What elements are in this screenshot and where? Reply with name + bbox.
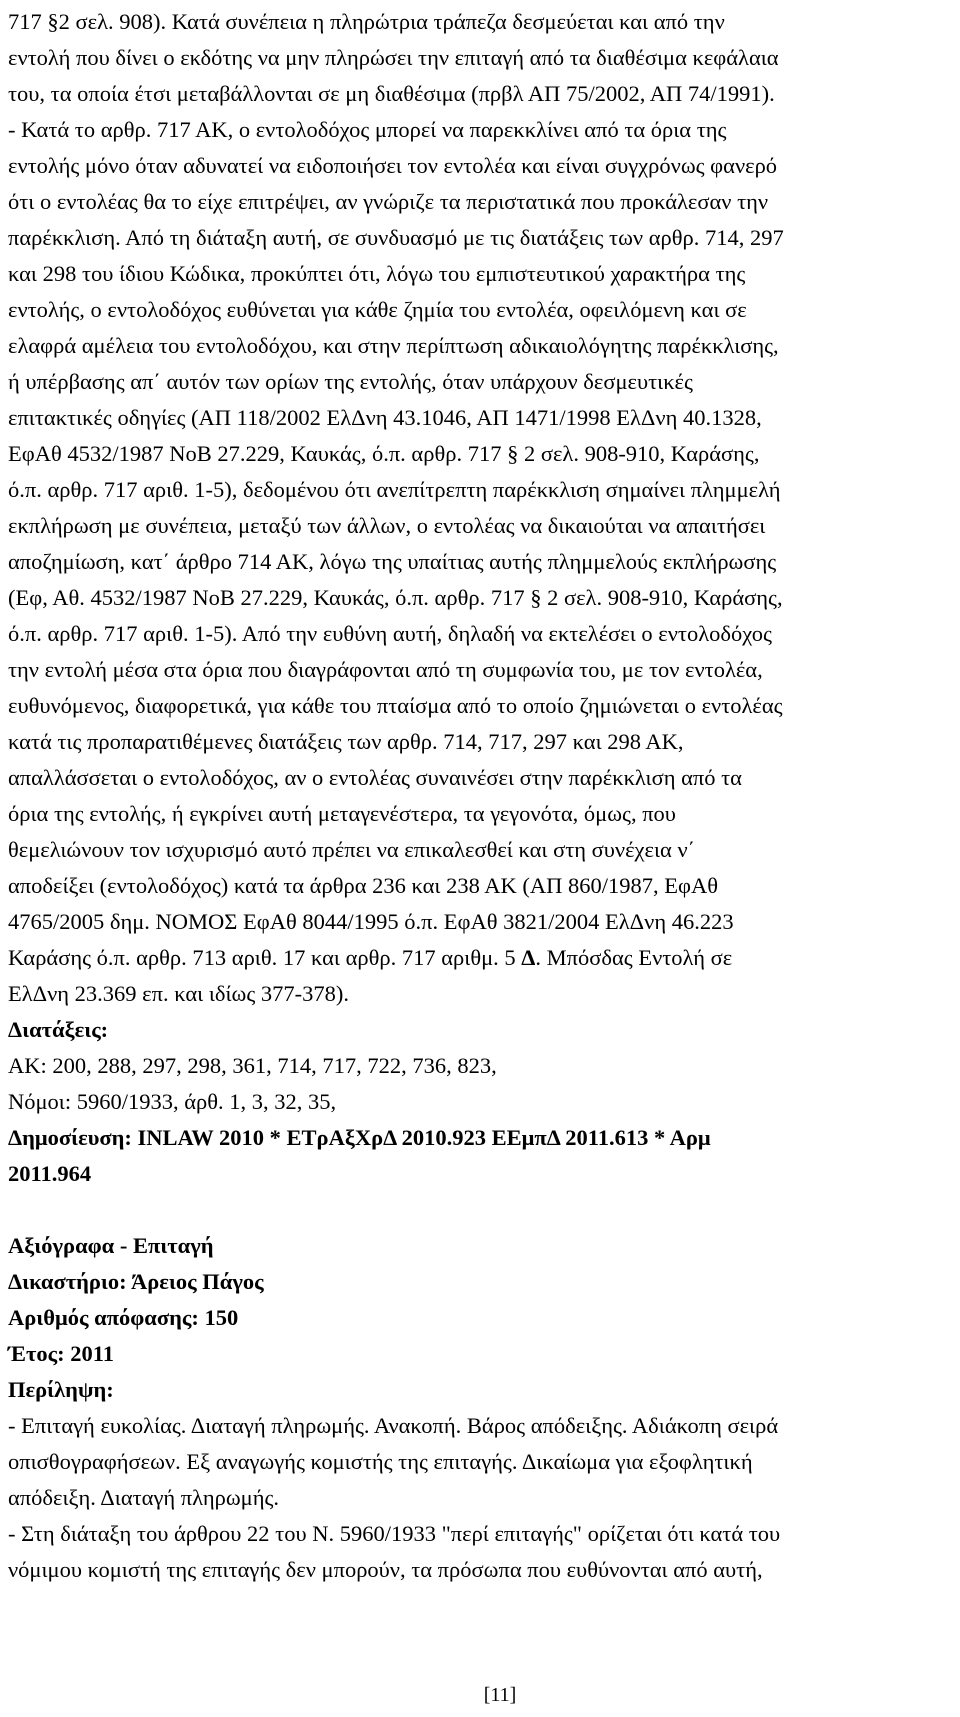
text-line: θεμελιώνουν τον ισχυρισμό αυτό πρέπει να επικαλεσθεί και στη συνέχεια ν΄ [8, 837, 696, 862]
text-line: ελαφρά αμέλεια του εντολοδόχου, και στην περίπτωση αδικαιολόγητης παρέκκλισης, [8, 333, 779, 358]
paragraph-intro [8, 4, 940, 112]
text-line: εντολή που δίνει ο εκδότης να μην πληρώσει την επιταγή από τα διαθέσιμα κεφάλαια [8, 45, 779, 70]
text-line: ό.π. αρθρ. 717 αριθ. 1-5), δεδομένου ότι ανεπίτρεπτη παρέκκλιση σημαίνει πλημμελή [8, 477, 781, 502]
page-number: [11] [483, 1684, 517, 1706]
text-line: Δημοσίευση: INLAW 2010 * ΕΤρΑξΧρΔ 2010.923 ΕΕμπΔ 2011.613 * Αρμ [8, 1125, 711, 1150]
text-line: απαλλάσσεται ο εντολοδόχος, αν ο εντολέας συναινέσει στην παρέκκλιση από τα [8, 765, 742, 790]
text-line: απόδειξη. Διαταγή πληρωμής. [8, 1485, 280, 1510]
text-line: αποζημίωση, κατ΄ άρθρο 714 ΑΚ, λόγω της υπαίτιας αυτής πλημμελούς εκπλήρωσης [8, 549, 777, 574]
case-year: Έτος: 2011 [8, 1341, 114, 1366]
text-line: (Εφ, Αθ. 4532/1987 ΝοΒ 27.229, Καυκάς, ό.π. αρθρ. 717 § 2 σελ. 908-910, Καράσης, [8, 585, 783, 610]
provisions-laws: Νόμοι: 5960/1933, άρθ. 1, 3, 32, 35, [8, 1089, 337, 1114]
provisions-ak: ΑΚ: 200, 288, 297, 298, 361, 714, 717, 722, 736, 823, [8, 1053, 497, 1078]
summary-paragraph-1 [8, 1408, 940, 1516]
text-line: - Επιταγή ευκολίας. Διαταγή πληρωμής. Ανακοπή. Βάρος απόδειξης. Αδιάκοπη σειρά [8, 1413, 779, 1438]
text-line: Καράσης ό.π. αρθρ. 713 αριθ. 17 και αρθρ. 717 αριθμ. 5 Δ. Μπόσδας Εντολή σε [8, 945, 733, 970]
text-line: ό.π. αρθρ. 717 αριθ. 1-5). Από την ευθύνη αυτή, δηλαδή να εκτελέσει ο εντολοδόχος [8, 621, 772, 646]
text-line: παρέκκλιση. Από τη διάταξη αυτή, σε συνδυασμό με τις διατάξεις των αρθρ. 714, 297 [8, 225, 784, 250]
text-line: οπισθογραφήσεων. Εξ αναγωγής κομιστής της επιταγής. Δικαίωμα για εξοφλητική [8, 1449, 753, 1474]
text-line: όρια της εντολής, ή εγκρίνει αυτή μεταγενέστερα, τα γεγονότα, όμως, που [8, 801, 676, 826]
text-line: του, τα οποία έτσι μεταβάλλονται σε μη διαθέσιμα (πρβλ ΑΠ 75/2002, ΑΠ 74/1991). [8, 81, 775, 106]
text-line: - Στη διάταξη του άρθρου 22 του Ν. 5960/1933 "περί επιταγής" ορίζεται ότι κατά του [8, 1521, 781, 1546]
text-line: ή υπέρβασης απ΄ αυτόν των ορίων της εντολής, όταν υπάρχουν δεσμευτικές [8, 369, 693, 394]
text-line: ότι ο εντολέας θα το είχε επιτρέψει, αν γνώριζε τα περιστατικά που προκάλεσαν την [8, 189, 769, 214]
text-line: ΕφΑθ 4532/1987 ΝοΒ 27.229, Καυκάς, ό.π. αρθρ. 717 § 2 σελ. 908-910, Καράσης, [8, 441, 760, 466]
case-decision-number: Αριθμός απόφασης: 150 [8, 1305, 239, 1330]
summary-label: Περίληψη: [8, 1377, 114, 1402]
text-line: εντολής μόνο όταν αδυνατεί να ειδοποιήσει τον εντολέα και είναι συγχρόνως φανερό [8, 153, 778, 178]
text-line: ευθυνόμενος, διαφορετικά, για κάθε του πταίσμα από το οποίο ζημιώνεται ο εντολέας [8, 693, 783, 718]
text-line: και 298 του ίδιου Κώδικα, προκύπτει ότι, λόγω του εμπιστευτικού χαρακτήρα της [8, 261, 746, 286]
text-line: εκπλήρωση με συνέπεια, μεταξύ των άλλων, ο εντολέας να δικαιούται να απαιτήσει [8, 513, 766, 538]
text-line: 717 §2 σελ. 908). Κατά συνέπεια η πληρώτρια τράπεζα δεσμεύεται και από την [8, 9, 725, 34]
text-line: εντολής, ο εντολοδόχος ευθύνεται για κάθε ζημία του εντολέα, οφειλόμενη και σε [8, 297, 747, 322]
text-line: 2011.964 [8, 1161, 92, 1186]
case-court: Δικαστήριο: Άρειος Πάγος [8, 1269, 264, 1294]
text-line: επιτακτικές οδηγίες (ΑΠ 118/2002 ΕλΔνη 43.1046, ΑΠ 1471/1998 ΕλΔνη 40.1328, [8, 405, 762, 430]
text-line: κατά τις προπαρατιθέμενες διατάξεις των αρθρ. 714, 717, 297 και 298 ΑΚ, [8, 729, 684, 754]
spacer [8, 1192, 940, 1228]
text-line: 4765/2005 δημ. ΝΟΜΟΣ ΕφΑθ 8044/1995 ό.π. ΕφΑθ 3821/2004 ΕλΔνη 46.223 [8, 909, 734, 934]
text-line: την εντολή μέσα στα όρια που διαγράφονται από τη συμφωνία του, με τον εντολέα, [8, 657, 763, 682]
case-title: Αξιόγραφα - Επιταγή [8, 1233, 214, 1258]
provisions-label: Διατάξεις: [8, 1017, 109, 1042]
summary-paragraph-2 [8, 1516, 940, 1588]
text-line: ΕλΔνη 23.369 επ. και ιδίως 377-378). [8, 981, 350, 1006]
text-line: νόμιμου κομιστή της επιταγής δεν μπορούν, τα πρόσωπα που ευθύνονται από αυτή, [8, 1557, 763, 1582]
text-line: αποδείξει (εντολοδόχος) κατά τα άρθρα 236 και 238 ΑΚ (ΑΠ 860/1987, ΕφΑθ [8, 873, 718, 898]
text-line: - Κατά το αρθρ. 717 ΑΚ, ο εντολοδόχος μπορεί να παρεκκλίνει από τα όρια της [8, 117, 727, 142]
publication-info [8, 1120, 940, 1192]
paragraph-article-717 [8, 112, 940, 1012]
